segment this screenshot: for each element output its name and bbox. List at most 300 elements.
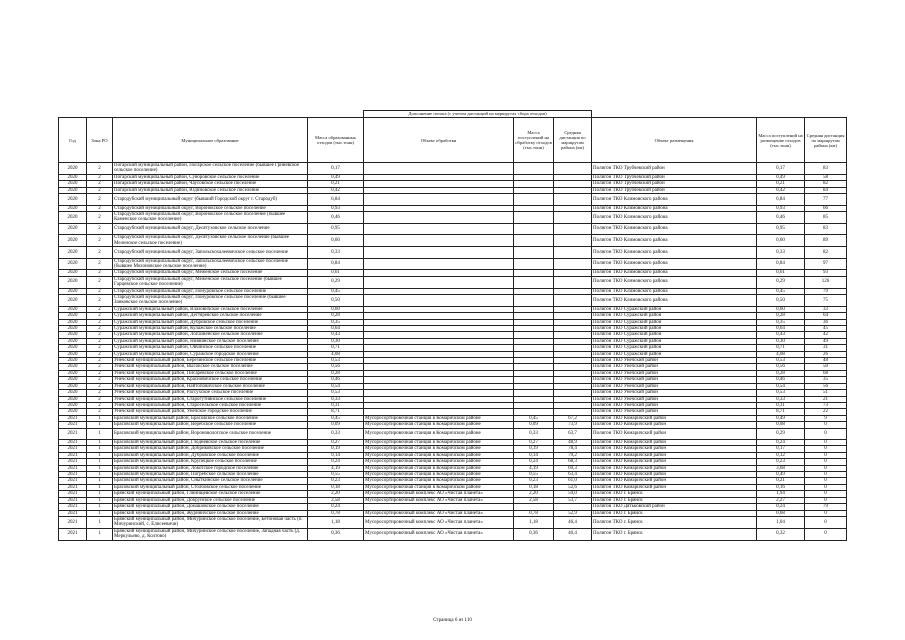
cell-disposal-object: Полигон ТКО Климовского района bbox=[592, 270, 757, 276]
cell-distance-2: 64 bbox=[805, 313, 847, 319]
cell-mass-to-disposal: 6,84 bbox=[757, 194, 805, 206]
cell-municipality: Стародубский муниципальный округ, Запольскохалеевичское сельское поселение (бывшее Мохоновское сельское поселение) bbox=[113, 258, 308, 270]
cell-disposal-object: Полигон ТКО Суражский район bbox=[592, 351, 757, 357]
cell-disposal-object: Полигон ТКО г. Брянск bbox=[592, 516, 757, 528]
cell-zone: 2 bbox=[87, 288, 113, 294]
cell-disposal-object: Полигон ТКО г. Брянск bbox=[592, 528, 757, 540]
cell-year: 2021 bbox=[59, 459, 87, 465]
cell-municipality: Суражский муниципальный район, Нивнянское сельское поселение bbox=[113, 338, 308, 344]
cell-mass-generated: 2,58 bbox=[308, 497, 364, 503]
cell-year: 2021 bbox=[59, 491, 87, 497]
cell-mass-generated: 0,64 bbox=[308, 326, 364, 332]
cell-disposal-object: Полигон ТКО Унечский район bbox=[592, 409, 757, 415]
cell-zone: 1 bbox=[87, 428, 113, 440]
cell-mass-generated: 0,61 bbox=[308, 270, 364, 276]
cell-zone: 1 bbox=[87, 497, 113, 503]
cell-year: 2020 bbox=[59, 295, 87, 307]
cell-municipality: Стародубский муниципальный округ, Десятуховское сельское поселение bbox=[113, 223, 308, 235]
cell-mass-to-disposal: 0,08 bbox=[757, 422, 805, 428]
cell-disposal-object: Полигон ТКО Комаричский район bbox=[592, 459, 757, 465]
cell-distance-2: 79 bbox=[805, 504, 847, 510]
cell-distance-2: 45 bbox=[805, 326, 847, 332]
cell-municipality: Стародубский муниципальный округ, Воронокское сельское поселение bbox=[113, 205, 308, 211]
cell-mass-to-disposal: 0,49 bbox=[757, 415, 805, 421]
cell-distance-2: 83 bbox=[805, 163, 847, 175]
cell-zone: 1 bbox=[87, 510, 113, 516]
cell-disposal-object: Полигон ТКО Климовского района bbox=[592, 258, 757, 270]
cell-processing-object bbox=[364, 223, 514, 235]
cell-year: 2021 bbox=[59, 484, 87, 490]
cell-mass-to-disposal: 0,29 bbox=[757, 428, 805, 440]
cell-mass-generated: 0,95 bbox=[308, 223, 364, 235]
cell-municipality: Брянский муниципальный район, Добрунское сельское поселение bbox=[113, 497, 308, 503]
cell-mass-to-processing bbox=[514, 163, 554, 175]
cell-processing-object: Мусоросортировочный комплекс АО «Чистая планета» bbox=[364, 516, 514, 528]
cell-mass-to-disposal: 0,61 bbox=[757, 270, 805, 276]
cell-municipality: Унечский муниципальный район, Найтоповичское сельское поселение bbox=[113, 383, 308, 389]
cell-mass-generated: 4,19 bbox=[308, 465, 364, 471]
cell-mass-to-disposal: 0,12 bbox=[757, 452, 805, 458]
cell-year: 2020 bbox=[59, 370, 87, 376]
cell-disposal-object: Полигон ТКО Климовского района bbox=[592, 205, 757, 211]
cell-zone: 1 bbox=[87, 422, 113, 428]
cell-distance-2: 0 bbox=[805, 428, 847, 440]
cell-year: 2021 bbox=[59, 472, 87, 478]
cell-municipality: Брянский муниципальный район, Домашовское сельское поселение bbox=[113, 504, 308, 510]
cell-year: 2021 bbox=[59, 497, 87, 503]
cell-mass-generated: 0,29 bbox=[308, 276, 364, 288]
cell-distance-2: 93 bbox=[805, 270, 847, 276]
cell-mass-to-disposal: 0,95 bbox=[757, 223, 805, 235]
cell-mass-generated: 0,42 bbox=[308, 187, 364, 193]
col-header-mass-generated: Масса образованных отходов (тыс.тонн) bbox=[308, 118, 364, 163]
col-header-distance-2: Средняя дистанция по маршрутам района (км) bbox=[805, 118, 847, 163]
cell-year: 2020 bbox=[59, 345, 87, 351]
cell-municipality: Брянский муниципальный район, Глинищевское сельское поселение bbox=[113, 491, 308, 497]
cell-year: 2020 bbox=[59, 377, 87, 383]
cell-distance-2: 0 bbox=[805, 465, 847, 471]
cell-mass-generated: 0,31 bbox=[308, 402, 364, 408]
cell-mass-to-disposal: 0,68 bbox=[757, 510, 805, 516]
cell-processing-object bbox=[364, 295, 514, 307]
cell-distance-2: 0 bbox=[805, 440, 847, 446]
cell-distance-2: 84 bbox=[805, 187, 847, 193]
cell-distance-1: 63,4 bbox=[554, 472, 592, 478]
cell-distance-2: 36 bbox=[805, 319, 847, 325]
cell-zone: 2 bbox=[87, 247, 113, 259]
cell-mass-to-disposal: 0,28 bbox=[757, 313, 805, 319]
cell-zone: 1 bbox=[87, 465, 113, 471]
cell-mass-generated: 0,56 bbox=[308, 364, 364, 370]
cell-distance-1 bbox=[554, 163, 592, 175]
cell-zone: 2 bbox=[87, 383, 113, 389]
table-row bbox=[59, 223, 847, 235]
cell-municipality: Стародубский муниципальный округ, Десятуховское сельское поселение (бывшее Меленское сельское поселение) bbox=[113, 235, 308, 247]
cell-municipality: Суражский муниципальный район, Влазовичское сельское поселение bbox=[113, 306, 308, 312]
cell-mass-generated: 0,45 bbox=[308, 415, 364, 421]
cell-mass-to-disposal: 0,49 bbox=[757, 174, 805, 180]
col-header-municipality: Муниципальное образование bbox=[113, 118, 308, 163]
cell-distance-2: 83 bbox=[805, 223, 847, 235]
table-row bbox=[59, 235, 847, 247]
cell-municipality: Брасовский муниципальный район, Добриковское сельское поселение bbox=[113, 446, 308, 452]
cell-year: 2020 bbox=[59, 194, 87, 206]
cell-mass-to-processing: 0,33 bbox=[514, 428, 554, 440]
col-header-mass-to-processing: Масса поступлений на обработку отходов (тыс.тонн) bbox=[514, 118, 554, 163]
cell-mass-generated: 0,45 bbox=[308, 288, 364, 294]
cell-processing-object: Мусоросортировочная станция в Комаричском районе bbox=[364, 422, 514, 428]
cell-zone: 1 bbox=[87, 446, 113, 452]
cell-disposal-object: Полигон ТКО Трубчевский район bbox=[592, 187, 757, 193]
cell-processing-object: Мусоросортировочная станция в Комаричском районе bbox=[364, 440, 514, 446]
cell-mass-to-disposal: 0,49 bbox=[757, 472, 805, 478]
cell-distance-1: 40,4 bbox=[554, 528, 592, 540]
cell-distance-2: 0 bbox=[805, 422, 847, 428]
cell-mass-to-processing: 0,09 bbox=[514, 422, 554, 428]
cell-distance-1 bbox=[554, 247, 592, 259]
cell-mass-to-processing: 1,18 bbox=[514, 516, 554, 528]
cell-distance-2: 0 bbox=[805, 459, 847, 465]
cell-year: 2021 bbox=[59, 428, 87, 440]
cell-distance-2: 51 bbox=[805, 390, 847, 396]
cell-distance-1: 79,2 bbox=[554, 452, 592, 458]
cell-disposal-object: Полигон ТКО Комаричский район bbox=[592, 446, 757, 452]
cell-distance-1: 69,3 bbox=[554, 465, 592, 471]
col-header-distance-1: Средняя дистанция по маршрутам района (км) bbox=[554, 118, 592, 163]
cell-zone: 2 bbox=[87, 258, 113, 270]
cell-zone: 2 bbox=[87, 345, 113, 351]
cell-disposal-object: Полигон ТКО Климовского района bbox=[592, 211, 757, 223]
cell-year: 2020 bbox=[59, 332, 87, 338]
cell-disposal-object: Полигон ТКО Суражский район bbox=[592, 319, 757, 325]
cell-distance-2: 21 bbox=[805, 396, 847, 402]
cell-distance-2: 31 bbox=[805, 345, 847, 351]
table-row bbox=[59, 194, 847, 206]
cell-disposal-object: Полигон ТКО Дятьковский район bbox=[592, 504, 757, 510]
cell-processing-object: Мусоросортировочная станция в Комаричском районе bbox=[364, 478, 514, 484]
cell-mass-generated: 0,60 bbox=[308, 306, 364, 312]
cell-distance-2: 0 bbox=[805, 472, 847, 478]
cell-zone: 2 bbox=[87, 235, 113, 247]
cell-distance-2: 26 bbox=[805, 351, 847, 357]
cell-processing-object bbox=[364, 194, 514, 206]
cell-disposal-object: Полигон ТКО Суражский район bbox=[592, 306, 757, 312]
cell-mass-to-processing bbox=[514, 247, 554, 259]
cell-mass-to-disposal: 2,27 bbox=[757, 497, 805, 503]
cell-municipality: Унечский муниципальный район, Писаревское сельское поселение bbox=[113, 370, 308, 376]
cell-disposal-object: Полигон ТКО Климовского района bbox=[592, 223, 757, 235]
cell-zone: 2 bbox=[87, 223, 113, 235]
cell-mass-generated: 0,24 bbox=[308, 459, 364, 465]
cell-mass-generated: 0,24 bbox=[308, 504, 364, 510]
cell-year: 2020 bbox=[59, 383, 87, 389]
cell-distance-2: 9 bbox=[805, 415, 847, 421]
cell-zone: 2 bbox=[87, 326, 113, 332]
cell-disposal-object: Полигон ТКО Суражский район bbox=[592, 345, 757, 351]
cell-distance-1: 63,7 bbox=[554, 428, 592, 440]
cell-year: 2020 bbox=[59, 211, 87, 223]
cell-disposal-object: Полигон ТКО Комаричский район bbox=[592, 478, 757, 484]
cell-year: 2020 bbox=[59, 306, 87, 312]
cell-zone: 2 bbox=[87, 194, 113, 206]
cell-year: 2020 bbox=[59, 247, 87, 259]
table-row bbox=[59, 295, 847, 307]
cell-distance-2: 85 bbox=[805, 211, 847, 223]
cell-municipality: Погарский муниципальный район, Юдиновское сельское поселение bbox=[113, 187, 308, 193]
cell-mass-to-disposal: 0,21 bbox=[757, 478, 805, 484]
cell-mass-to-disposal: 0,46 bbox=[757, 211, 805, 223]
cell-mass-to-processing bbox=[514, 295, 554, 307]
cell-disposal-object: Полигон ТКО Суражский район bbox=[592, 326, 757, 332]
cell-distance-2: 0 bbox=[805, 497, 847, 503]
table-row bbox=[59, 528, 847, 540]
cell-disposal-object: Полигон ТКО Унечский район bbox=[592, 390, 757, 396]
cell-year: 2020 bbox=[59, 326, 87, 332]
cell-year: 2020 bbox=[59, 187, 87, 193]
cell-mass-to-processing: 0,24 bbox=[514, 459, 554, 465]
cell-municipality: Суражский муниципальный район, Дубровское сельское поселение bbox=[113, 319, 308, 325]
cell-disposal-object: Полигон ТКО Климовского района bbox=[592, 295, 757, 307]
cell-distance-2: 66 bbox=[805, 205, 847, 211]
cell-municipality: Стародубский муниципальный округ (бывший Городской округ г. Стародуб) bbox=[113, 194, 308, 206]
cell-zone: 1 bbox=[87, 504, 113, 510]
cell-mass-to-disposal: 3,68 bbox=[757, 465, 805, 471]
cell-zone: 1 bbox=[87, 484, 113, 490]
cell-year: 2021 bbox=[59, 510, 87, 516]
cell-mass-to-disposal: 0,56 bbox=[757, 364, 805, 370]
cell-distance-2: 0 bbox=[805, 484, 847, 490]
cell-zone: 2 bbox=[87, 409, 113, 415]
cell-processing-object: Мусоросортировочный комплекс АО «Чистая планета» bbox=[364, 510, 514, 516]
cell-mass-to-processing bbox=[514, 258, 554, 270]
cell-mass-to-disposal: 0,71 bbox=[757, 345, 805, 351]
table-row bbox=[59, 163, 847, 175]
cell-disposal-object: Полигон ТКО Трубчевский район bbox=[592, 174, 757, 180]
cell-municipality: Унечский муниципальный район, Унечское городское поселение bbox=[113, 409, 308, 415]
cell-mass-to-processing: 0,18 bbox=[514, 484, 554, 490]
cell-year: 2020 bbox=[59, 396, 87, 402]
cell-mass-to-processing: 0,36 bbox=[514, 528, 554, 540]
cell-disposal-object: Полигон ТКО Климовского района bbox=[592, 235, 757, 247]
cell-municipality: Брасовский муниципальный район, Вороновологское сельское поселение bbox=[113, 428, 308, 440]
cell-mass-to-disposal: 0,60 bbox=[757, 306, 805, 312]
cell-mass-to-disposal: 0,24 bbox=[757, 504, 805, 510]
cell-mass-to-processing bbox=[514, 211, 554, 223]
cell-disposal-object: Полигон ТКО Унечский район bbox=[592, 396, 757, 402]
cell-distance-2: 97 bbox=[805, 258, 847, 270]
table-caption: Дополнение потока (с учетом дистанций на маршрутах сбора отходов) bbox=[364, 111, 592, 118]
cell-distance-1: 46,4 bbox=[554, 516, 592, 528]
cell-municipality: Брянский муниципальный район, Мичуринское сельское поселение, Бетоновая часть (п. Мичуринский, с. Елисеевичи) bbox=[113, 516, 308, 528]
cell-disposal-object: Полигон ТКО Комаричский район bbox=[592, 415, 757, 421]
cell-municipality: Брянский муниципальный район, Журиничское сельское поселение bbox=[113, 510, 308, 516]
cell-year: 2021 bbox=[59, 528, 87, 540]
cell-zone: 2 bbox=[87, 377, 113, 383]
cell-distance-1: 61,0 bbox=[554, 478, 592, 484]
cell-processing-object bbox=[364, 247, 514, 259]
cell-mass-generated: 2,20 bbox=[308, 491, 364, 497]
cell-zone: 1 bbox=[87, 452, 113, 458]
cell-distance-2: 0 bbox=[805, 446, 847, 452]
cell-disposal-object: Полигон ТКО Комаричский район bbox=[592, 465, 757, 471]
cell-mass-generated: 0,21 bbox=[308, 181, 364, 187]
col-header-zone: Зона РО bbox=[87, 118, 113, 163]
cell-mass-to-processing: 0,45 bbox=[514, 415, 554, 421]
cell-mass-generated: 0,60 bbox=[308, 235, 364, 247]
cell-mass-generated: 0,50 bbox=[308, 295, 364, 307]
cell-year: 2020 bbox=[59, 319, 87, 325]
cell-distance-1: 68,3 bbox=[554, 459, 592, 465]
cell-zone: 1 bbox=[87, 440, 113, 446]
cell-mass-to-disposal: 0,33 bbox=[757, 247, 805, 259]
cell-processing-object: Мусоросортировочная станция в Комаричском районе bbox=[364, 472, 514, 478]
cell-year: 2020 bbox=[59, 313, 87, 319]
cell-disposal-object: Полигон ТКО Климовского района bbox=[592, 247, 757, 259]
cell-year: 2020 bbox=[59, 181, 87, 187]
cell-municipality: Стародубский муниципальный округ, Меженское сельское поселение bbox=[113, 270, 308, 276]
cell-municipality: Брасовский муниципальный район, Погребское сельское поселение bbox=[113, 472, 308, 478]
cell-mass-generated: 0,35 bbox=[308, 319, 364, 325]
cell-disposal-object: Полигон ТКО г. Брянск bbox=[592, 510, 757, 516]
cell-year: 2020 bbox=[59, 223, 87, 235]
cell-disposal-object: Полигон ТКО Унечский район bbox=[592, 402, 757, 408]
cell-distance-2: 89 bbox=[805, 235, 847, 247]
cell-municipality: Унечский муниципальный район, Красновичское сельское поселение bbox=[113, 377, 308, 383]
cell-processing-object bbox=[364, 276, 514, 288]
cell-disposal-object: Полигон ТКО Суражский район bbox=[592, 332, 757, 338]
cell-municipality: Стародубский муниципальный округ, Меженское сельское поселение (бывшее Гарцевское сельское поселение) bbox=[113, 276, 308, 288]
cell-distance-2: 42 bbox=[805, 332, 847, 338]
cell-mass-to-processing: 0,55 bbox=[514, 472, 554, 478]
cell-mass-to-disposal: 8,71 bbox=[757, 409, 805, 415]
cell-zone: 1 bbox=[87, 528, 113, 540]
cell-processing-object: Мусоросортировочная станция в Комаричском районе bbox=[364, 428, 514, 440]
cell-distance-2: 0 bbox=[805, 491, 847, 497]
table-row bbox=[59, 258, 847, 270]
cell-zone: 2 bbox=[87, 270, 113, 276]
cell-distance-2: 49 bbox=[805, 338, 847, 344]
cell-mass-generated: 0,18 bbox=[308, 484, 364, 490]
cell-municipality: Унечский муниципальный район, Рассухское сельское поселение bbox=[113, 390, 308, 396]
cell-year: 2021 bbox=[59, 504, 87, 510]
cell-year: 2020 bbox=[59, 276, 87, 288]
cell-distance-1 bbox=[554, 258, 592, 270]
cell-zone: 2 bbox=[87, 211, 113, 223]
cell-disposal-object: Полигон ТКО Суражский район bbox=[592, 313, 757, 319]
cell-processing-object: Мусоросортировочная станция в Комаричском районе bbox=[364, 459, 514, 465]
cell-mass-generated: 0,78 bbox=[308, 510, 364, 516]
cell-zone: 2 bbox=[87, 338, 113, 344]
cell-disposal-object: Полигон ТКО Унечский район bbox=[592, 383, 757, 389]
cell-distance-2: 0 bbox=[805, 478, 847, 484]
cell-zone: 2 bbox=[87, 390, 113, 396]
cell-disposal-object: Полигон ТКО Трубчевский район bbox=[592, 181, 757, 187]
cell-year: 2021 bbox=[59, 446, 87, 452]
cell-zone: 1 bbox=[87, 415, 113, 421]
cell-disposal-object: Полигон ТКО Комаричский район bbox=[592, 472, 757, 478]
cell-mass-to-disposal: 0,21 bbox=[757, 181, 805, 187]
cell-mass-generated: 0,27 bbox=[308, 440, 364, 446]
cell-distance-2: 126 bbox=[805, 276, 847, 288]
cell-processing-object bbox=[364, 211, 514, 223]
cell-year: 2020 bbox=[59, 235, 87, 247]
cell-distance-1: 67,2 bbox=[554, 415, 592, 421]
cell-distance-2: 56 bbox=[805, 383, 847, 389]
cell-year: 2021 bbox=[59, 452, 87, 458]
cell-zone: 1 bbox=[87, 491, 113, 497]
cell-municipality: Брасовский муниципальный район, Глодневское сельское поселение bbox=[113, 440, 308, 446]
cell-mass-to-disposal: 0,23 bbox=[757, 459, 805, 465]
cell-disposal-object: Полигон ТКО Комаричский район bbox=[592, 452, 757, 458]
cell-disposal-object: Полигон ТКО Комаричский район bbox=[592, 428, 757, 440]
cell-mass-to-processing: 4,19 bbox=[514, 465, 554, 471]
cell-mass-to-disposal: 0,43 bbox=[757, 332, 805, 338]
cell-mass-generated: 0,17 bbox=[308, 163, 364, 175]
cell-municipality: Суражский муниципальный район, Суражское городское поселение bbox=[113, 351, 308, 357]
cell-year: 2021 bbox=[59, 440, 87, 446]
cell-municipality: Унечский муниципальный район, Березинское сельское поселение bbox=[113, 358, 308, 364]
cell-municipality: Унечский муниципальный район, Старогутнянское сельское поселение bbox=[113, 396, 308, 402]
table-row bbox=[59, 516, 847, 528]
cell-zone: 2 bbox=[87, 187, 113, 193]
cell-mass-generated: 0,46 bbox=[308, 377, 364, 383]
cell-municipality: Брасовский муниципальный район, Веребское сельское поселение bbox=[113, 422, 308, 428]
cell-distance-2: 68 bbox=[805, 370, 847, 376]
cell-year: 2020 bbox=[59, 390, 87, 396]
cell-disposal-object: Полигон ТКО Климовского района bbox=[592, 288, 757, 294]
cell-mass-to-disposal: 0,35 bbox=[757, 319, 805, 325]
cell-distance-2: 82 bbox=[805, 181, 847, 187]
cell-mass-to-processing: 0,23 bbox=[514, 478, 554, 484]
cell-mass-to-processing: 2,58 bbox=[514, 497, 554, 503]
cell-distance-1 bbox=[554, 194, 592, 206]
cell-year: 2020 bbox=[59, 358, 87, 364]
cell-mass-to-disposal: 4,08 bbox=[757, 351, 805, 357]
cell-mass-generated: 0,36 bbox=[308, 528, 364, 540]
cell-municipality: Брасовский муниципальный район, Сныткинское сельское поселение bbox=[113, 478, 308, 484]
cell-distance-2: 58 bbox=[805, 174, 847, 180]
cell-year: 2021 bbox=[59, 422, 87, 428]
cell-distance-2: 50 bbox=[805, 364, 847, 370]
data-table-container bbox=[58, 110, 846, 541]
cell-mass-to-disposal: 0,28 bbox=[757, 370, 805, 376]
cell-municipality: Суражский муниципальный район, Овчинское сельское поселение bbox=[113, 345, 308, 351]
cell-processing-object: Мусоросортировочная станция в Комаричском районе bbox=[364, 446, 514, 452]
cell-mass-to-disposal: 1,94 bbox=[757, 491, 805, 497]
cell-mass-generated: 0,33 bbox=[308, 396, 364, 402]
cell-processing-object: Мусоросортировочный комплекс АО «Чистая планета» bbox=[364, 528, 514, 540]
cell-mass-to-processing bbox=[514, 194, 554, 206]
cell-zone: 2 bbox=[87, 276, 113, 288]
cell-mass-generated: 0,43 bbox=[308, 332, 364, 338]
cell-mass-generated: 0,28 bbox=[308, 370, 364, 376]
col-header-processing-object: Объект обработки bbox=[364, 118, 514, 163]
cell-zone: 2 bbox=[87, 181, 113, 187]
cell-mass-generated: 1,18 bbox=[308, 516, 364, 528]
cell-distance-2: 0 bbox=[805, 452, 847, 458]
page-number: Страница 6 из 110 bbox=[433, 618, 472, 623]
cell-distance-2: 0 bbox=[805, 528, 847, 540]
cell-mass-to-disposal: 0,64 bbox=[757, 326, 805, 332]
cell-distance-1: 52,6 bbox=[554, 484, 592, 490]
cell-mass-to-processing: 0,19 bbox=[514, 446, 554, 452]
cell-mass-to-disposal: 0,29 bbox=[757, 276, 805, 288]
cell-distance-2: 82 bbox=[805, 247, 847, 259]
cell-municipality: Стародубский муниципальный округ, Запольскохалеевичское сельское поселение bbox=[113, 247, 308, 259]
cell-zone: 1 bbox=[87, 459, 113, 465]
cell-mass-generated: 6,84 bbox=[308, 194, 364, 206]
cell-municipality: Стародубский муниципальный округ, Понуровское сельское поселение (бывшее Занковское сельское поселение) bbox=[113, 295, 308, 307]
